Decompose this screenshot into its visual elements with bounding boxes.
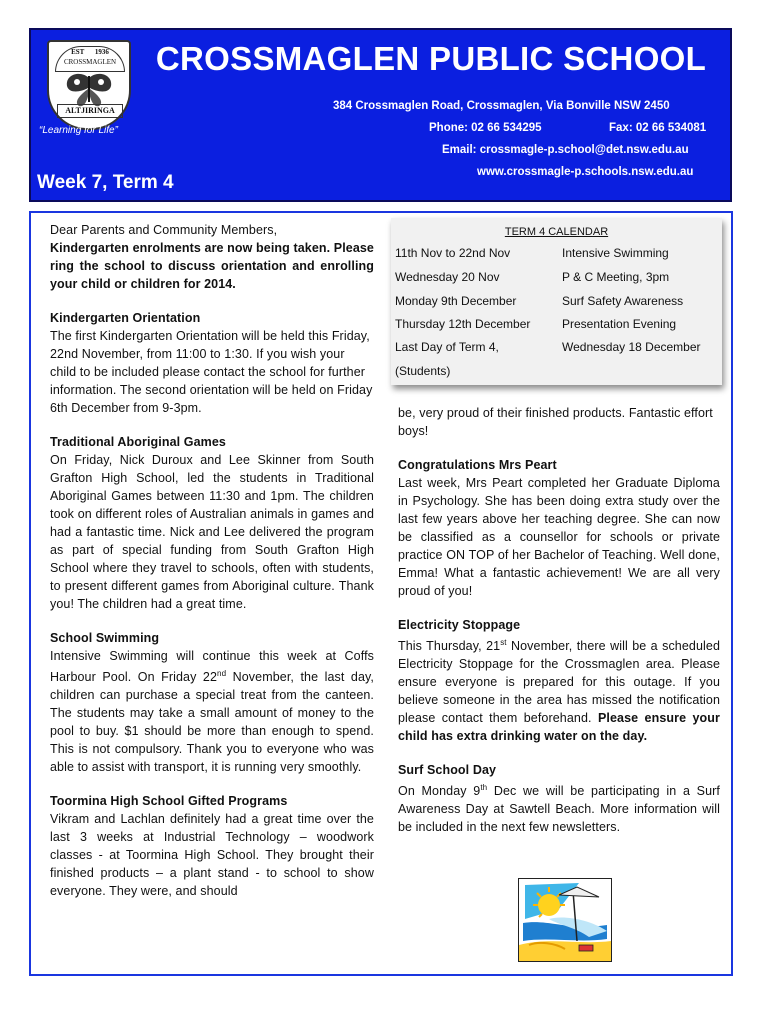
surf-title: Surf School Day xyxy=(398,763,497,778)
beach-clipart xyxy=(518,878,612,962)
left-column xyxy=(50,221,374,900)
calendar-row: (Students) xyxy=(395,364,451,378)
school-address: 384 Crossmaglen Road, Crossmaglen, Via Bonville NSW 2450 xyxy=(333,100,670,112)
crest-ring-text: CROSSMAGLEN xyxy=(63,58,117,66)
moth-icon xyxy=(63,72,115,108)
peart-title: Congratulations Mrs Peart xyxy=(398,458,557,472)
calendar-row: Thursday 12th December Presentation Evening xyxy=(395,317,677,331)
crest-est: EST xyxy=(71,48,85,56)
right-column xyxy=(398,404,720,836)
enrolment-notice: Kindergarten enrolments are now being taken. Please ring the school to discuss orientation and enrolling your child or children for 2014. xyxy=(50,241,374,291)
email-address: Email: crossmagle-p.school@det.nsw.edu.au xyxy=(442,144,689,156)
calendar-row: Last Day of Term 4, Wednesday 18 December xyxy=(395,340,701,354)
electricity-title: Electricity Stoppage xyxy=(398,618,521,632)
calendar-row: Wednesday 20 Nov P & C Meeting, 3pm xyxy=(395,270,670,284)
orientation-body: The first Kindergarten Orientation will be held this Friday, 22nd November, from 11:00 to 1:30. If you wish your child to be included please contact the school for further information. The second orientation will be held on Friday 6th December from 9-3pm. xyxy=(50,329,373,415)
beach-icon xyxy=(519,879,611,961)
school-tagline: “Learning for Life” xyxy=(39,125,118,136)
newsletter-header xyxy=(29,28,732,202)
week-term-heading: Week 7, Term 4 xyxy=(37,172,174,193)
calendar-row: Monday 9th December Surf Safety Awareness xyxy=(395,294,684,308)
calendar-row: 11th Nov to 22nd Nov Intensive Swimming xyxy=(395,246,669,260)
crest-motto: ALTJIRINGA xyxy=(57,104,123,118)
games-body: On Friday, Nick Duroux and Lee Skinner from South Grafton High School, led the students in Traditional Aboriginal Games between 11:30 and 1pm. The children took on different roles of Australian animals in games and had a fantastic time. Nick and Lee delivered the program as part of special funding from South Grafton High School where they travel to schools, often with students, to present different games from Aboriginal culture. Thank you! The children had a great time. xyxy=(50,453,374,611)
peart-body: Last week, Mrs Peart completed her Graduate Diploma in Psychology. She has been doing extra study over the last few years above her teaching degree. She can now be classified as a counsellor for schools or private practice ON TOP of her Bachelor of Teaching. Well done, Emma! What a fantastic achievement! We are all very proud of you! xyxy=(398,476,720,598)
continued-text: be, very proud of their finished products. Fantastic effort boys! xyxy=(398,406,713,438)
surf-body: On Monday 9th Dec we will be participating in a Surf Awareness Day at Sawtell Beach. More information will be included in the next few newsletters. xyxy=(398,783,720,835)
gifted-title: Toormina High School Gifted Programs xyxy=(50,794,288,809)
orientation-title: Kindergarten Orientation xyxy=(50,311,201,325)
school-name: CROSSMAGLEN PUBLIC SCHOOL xyxy=(155,40,707,77)
crest-ring xyxy=(55,46,125,72)
games-title: Traditional Aboriginal Games xyxy=(50,435,226,449)
calendar-title: TERM 4 CALENDAR xyxy=(504,226,609,238)
greeting: Dear Parents and Community Members, xyxy=(50,223,278,237)
swimming-body: Intensive Swimming will continue this week at Coffs Harbour Pool. On Friday 22nd November, the last day, children can purchase a special treat from the canteen. The students may take a small amount of money to the pool to buy. $1 should be more than enough to spend. This is not compulsory. Thank you to everyone who was able to assist with transport, it is running very smoothly. xyxy=(50,649,375,775)
phone-number: Phone: 02 66 534295 xyxy=(429,122,542,134)
crest-year: 1936 xyxy=(94,48,109,56)
term-calendar xyxy=(391,218,722,385)
gifted-body: Vikram and Lachlan definitely had a great time over the last 3 weeks at Industrial Technology – woodwork classes - at Toormina High School. They brought their finished products – a plant stand - to school to show everyone. They were, and should xyxy=(50,812,374,899)
website-url: www.crossmagle-p.schools.nsw.edu.au xyxy=(477,166,694,178)
electricity-body: This Thursday, 21st November, there will be a scheduled Electricity Stoppage for the Crossmaglen area. Please ensure everyone is prepared for this outage. If you believe someone in the area has missed the notification please contact them beforehand. Please ensure your child has extra drinking water on the day. xyxy=(398,638,720,744)
school-crest-logo xyxy=(47,40,131,130)
fax-number: Fax: 02 66 534081 xyxy=(609,122,707,134)
swimming-title: School Swimming xyxy=(50,631,160,645)
